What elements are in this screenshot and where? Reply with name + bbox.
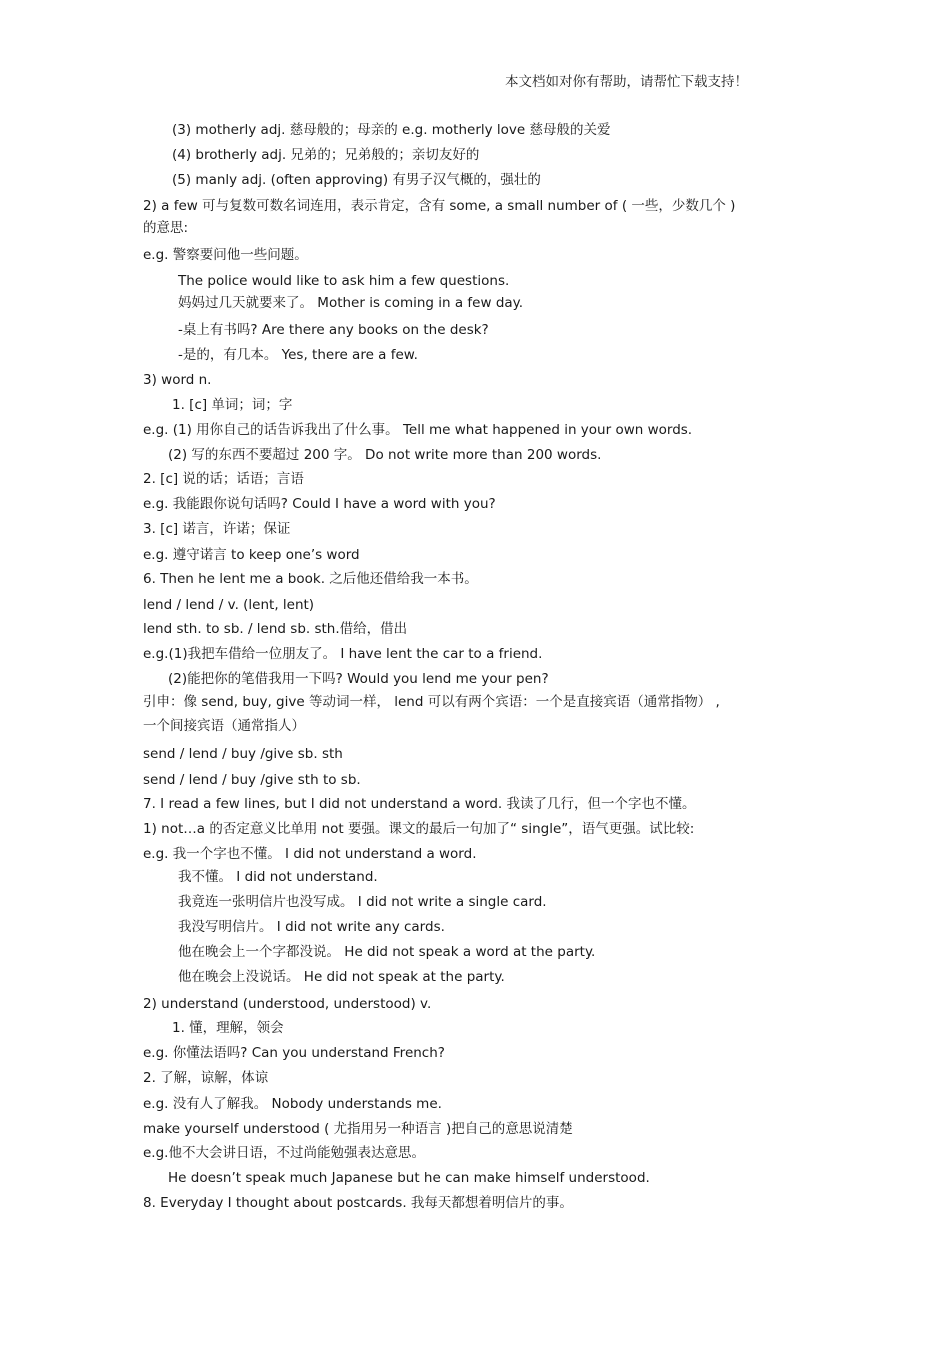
text-line: 2. [c] 说的话；话语；言语 <box>143 471 304 487</box>
text-line: 2. 了解，谅解，体谅 <box>143 1070 269 1086</box>
text-line: 妈妈过几天就要来了。 Mother is coming in a few day. <box>178 295 524 311</box>
text-line: e.g. 警察要问他一些问题。 <box>143 247 308 263</box>
text-line: (2)能把你的笔借我用一下吗? Would you lend me your pen? <box>168 671 549 687</box>
text-line: e.g. 没有人了解我。 Nobody understands me. <box>143 1096 442 1112</box>
text-line: 7. I read a few lines, but I did not understand a word. 我读了几行，但一个字也不懂。 <box>143 796 696 812</box>
text-line: 8. Everyday I thought about postcards. 我每天都想着明信片的事。 <box>143 1195 573 1211</box>
page-header-note: 本文档如对你有帮助，请帮忙下载支持！ <box>505 74 748 90</box>
text-line: 3. [c] 诺言，许诺；保证 <box>143 521 291 537</box>
text-line: 1) not…a 的否定意义比单用 not 要强。课文的最后一句加了“ single”，语气更强。试比较: <box>143 821 695 837</box>
text-line: e.g.他不大会讲日语，不过尚能勉强表达意思。 <box>143 1145 425 1161</box>
text-line: (5) manly adj. (often approving) 有男子汉气概的，强壮的 <box>172 172 541 188</box>
text-line: e.g.(1)我把车借给一位朋友了。 I have lent the car to a friend. <box>143 646 543 662</box>
text-line: -是的，有几本。 Yes, there are a few. <box>178 347 418 363</box>
text-line: 我不懂。 I did not understand. <box>178 869 378 885</box>
text-line: 他在晚会上一个字都没说。 He did not speak a word at the party. <box>178 944 596 960</box>
text-line: send / lend / buy /give sth to sb. <box>143 772 361 788</box>
text-line: e.g. 我能跟你说句话吗? Could I have a word with you? <box>143 496 496 512</box>
text-line: make yourself understood ( 尤指用另一种语言 )把自己的意思说清楚 <box>143 1121 573 1137</box>
text-line: (4) brotherly adj. 兄弟的；兄弟般的；亲切友好的 <box>172 147 480 163</box>
text-line: e.g. 我一个字也不懂。 I did not understand a word. <box>143 846 477 862</box>
text-line: The police would like to ask him a few questions. <box>178 273 510 289</box>
text-line: e.g. 你懂法语吗? Can you understand French? <box>143 1045 445 1061</box>
text-line: 引申：像 send, buy, give 等动词一样， lend 可以有两个宾语：一个是直接宾语（通常指物） , <box>143 694 720 710</box>
text-line: send / lend / buy /give sb. sth <box>143 746 343 762</box>
text-line: 1. 懂，理解，领会 <box>172 1020 284 1036</box>
text-line: He doesn’t speak much Japanese but he can make himself understood. <box>168 1170 650 1186</box>
text-line: 我竟连一张明信片也没写成。 I did not write a single card. <box>178 894 547 910</box>
text-line: (2) 写的东西不要超过 200 字。 Do not write more than 200 words. <box>168 447 602 463</box>
text-line: 3) word n. <box>143 372 212 388</box>
text-line: 的意思: <box>143 220 189 236</box>
text-line: e.g. (1) 用你自己的话告诉我出了什么事。 Tell me what happened in your own words. <box>143 422 693 438</box>
text-line: 1. [c] 单词；词；字 <box>172 397 293 413</box>
text-line: 6. Then he lent me a book. 之后他还借给我一本书。 <box>143 571 478 587</box>
text-line: 我没写明信片。 I did not write any cards. <box>178 919 445 935</box>
text-line: lend sth. to sb. / lend sb. sth.借给，借出 <box>143 621 408 637</box>
text-line: lend / lend / v. (lent, lent) <box>143 597 315 613</box>
text-line: -桌上有书吗? Are there any books on the desk? <box>178 322 489 338</box>
text-line: 他在晚会上没说话。 He did not speak at the party. <box>178 969 505 985</box>
text-line: e.g. 遵守诺言 to keep one’s word <box>143 547 360 563</box>
text-line: 2) understand (understood, understood) v. <box>143 996 432 1012</box>
text-line: (3) motherly adj. 慈母般的；母亲的 e.g. motherly love 慈母般的关爱 <box>172 122 611 138</box>
text-line: 2) a few 可与复数可数名词连用，表示肯定，含有 some, a small number of ( 一些，少数几个 ) <box>143 198 736 214</box>
text-line: 一个间接宾语（通常指人） <box>143 718 305 734</box>
